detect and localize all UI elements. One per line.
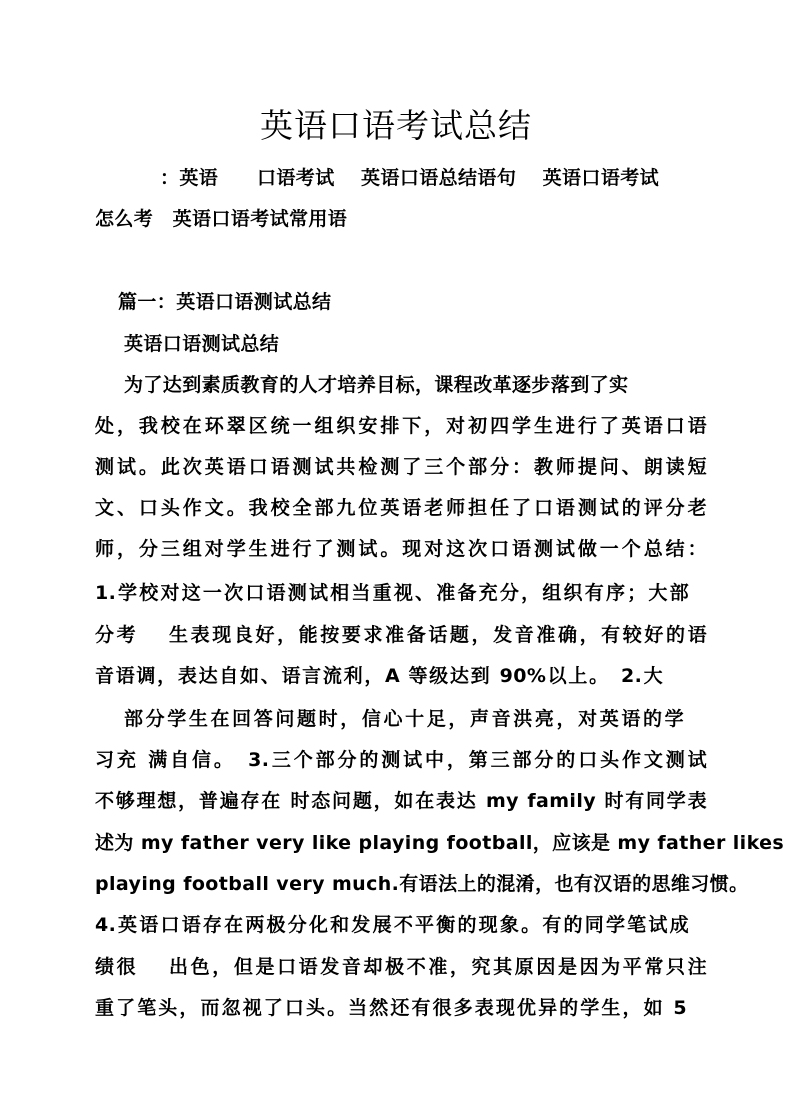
- body-line: 音语调，表达自如、语言流利，A 等级达到 90%以上。 2.大: [95, 665, 663, 687]
- section-subheading: 英语口语测试总结: [124, 333, 280, 355]
- body-line: 绩很 出色，但是口语发音却极不准，究其原因是因为平常只注: [95, 956, 707, 978]
- body-line: 师，分三组对学生进行了测试。现对这次口语测试做一个总结：: [95, 538, 707, 560]
- body-line: 为了达到素质教育的人才培养目标，课程改革逐步落到了实: [124, 374, 629, 396]
- body-line: 4.英语口语存在两极分化和发展不平衡的现象。有的同学笔试成: [95, 914, 689, 936]
- body-line: 1.学校对这一次口语测试相当重视、准备充分，组织有序；大部: [95, 582, 689, 604]
- keywords-line-1: ：英语 口语考试 英语口语总结语句 英语口语考试: [160, 167, 660, 189]
- body-line: 重了笔头，而忽视了口头。当然还有很多表现优异的学生，如 5: [95, 997, 687, 1019]
- body-line: 习充 满自信。 3.三个部分的测试中，第三部分的口头作文测试: [95, 749, 707, 771]
- body-line: 处，我校在环翠区统一组织安排下，对初四学生进行了英语口语: [95, 415, 707, 437]
- body-line: 测试。此次英语口语测试共检测了三个部分：教师提问、朗读短: [95, 456, 707, 478]
- body-line: 述为 my father very like playing football，应该是 my father likes: [95, 832, 785, 854]
- body-line: 文、口头作文。我校全部九位英语老师担任了口语测试的评分老: [95, 497, 707, 519]
- body-line: 部分学生在回答问题时，信心十足，声音洪亮，对英语的学: [124, 708, 684, 730]
- body-line: playing football very much.有语法上的混淆，也有汉语的思维习惯。: [95, 873, 749, 895]
- body-line: 不够理想，普遍存在 时态问题，如在表达 my family 时有同学表: [95, 790, 707, 812]
- body-line: 分考 生表现良好，能按要求准备话题，发音准确，有较好的语: [95, 624, 707, 646]
- section-heading: 篇一：英语口语测试总结: [118, 291, 332, 313]
- keywords-line-2: 怎么考 英语口语考试常用语: [95, 208, 348, 230]
- document-title: 英语口语考试总结: [260, 106, 532, 145]
